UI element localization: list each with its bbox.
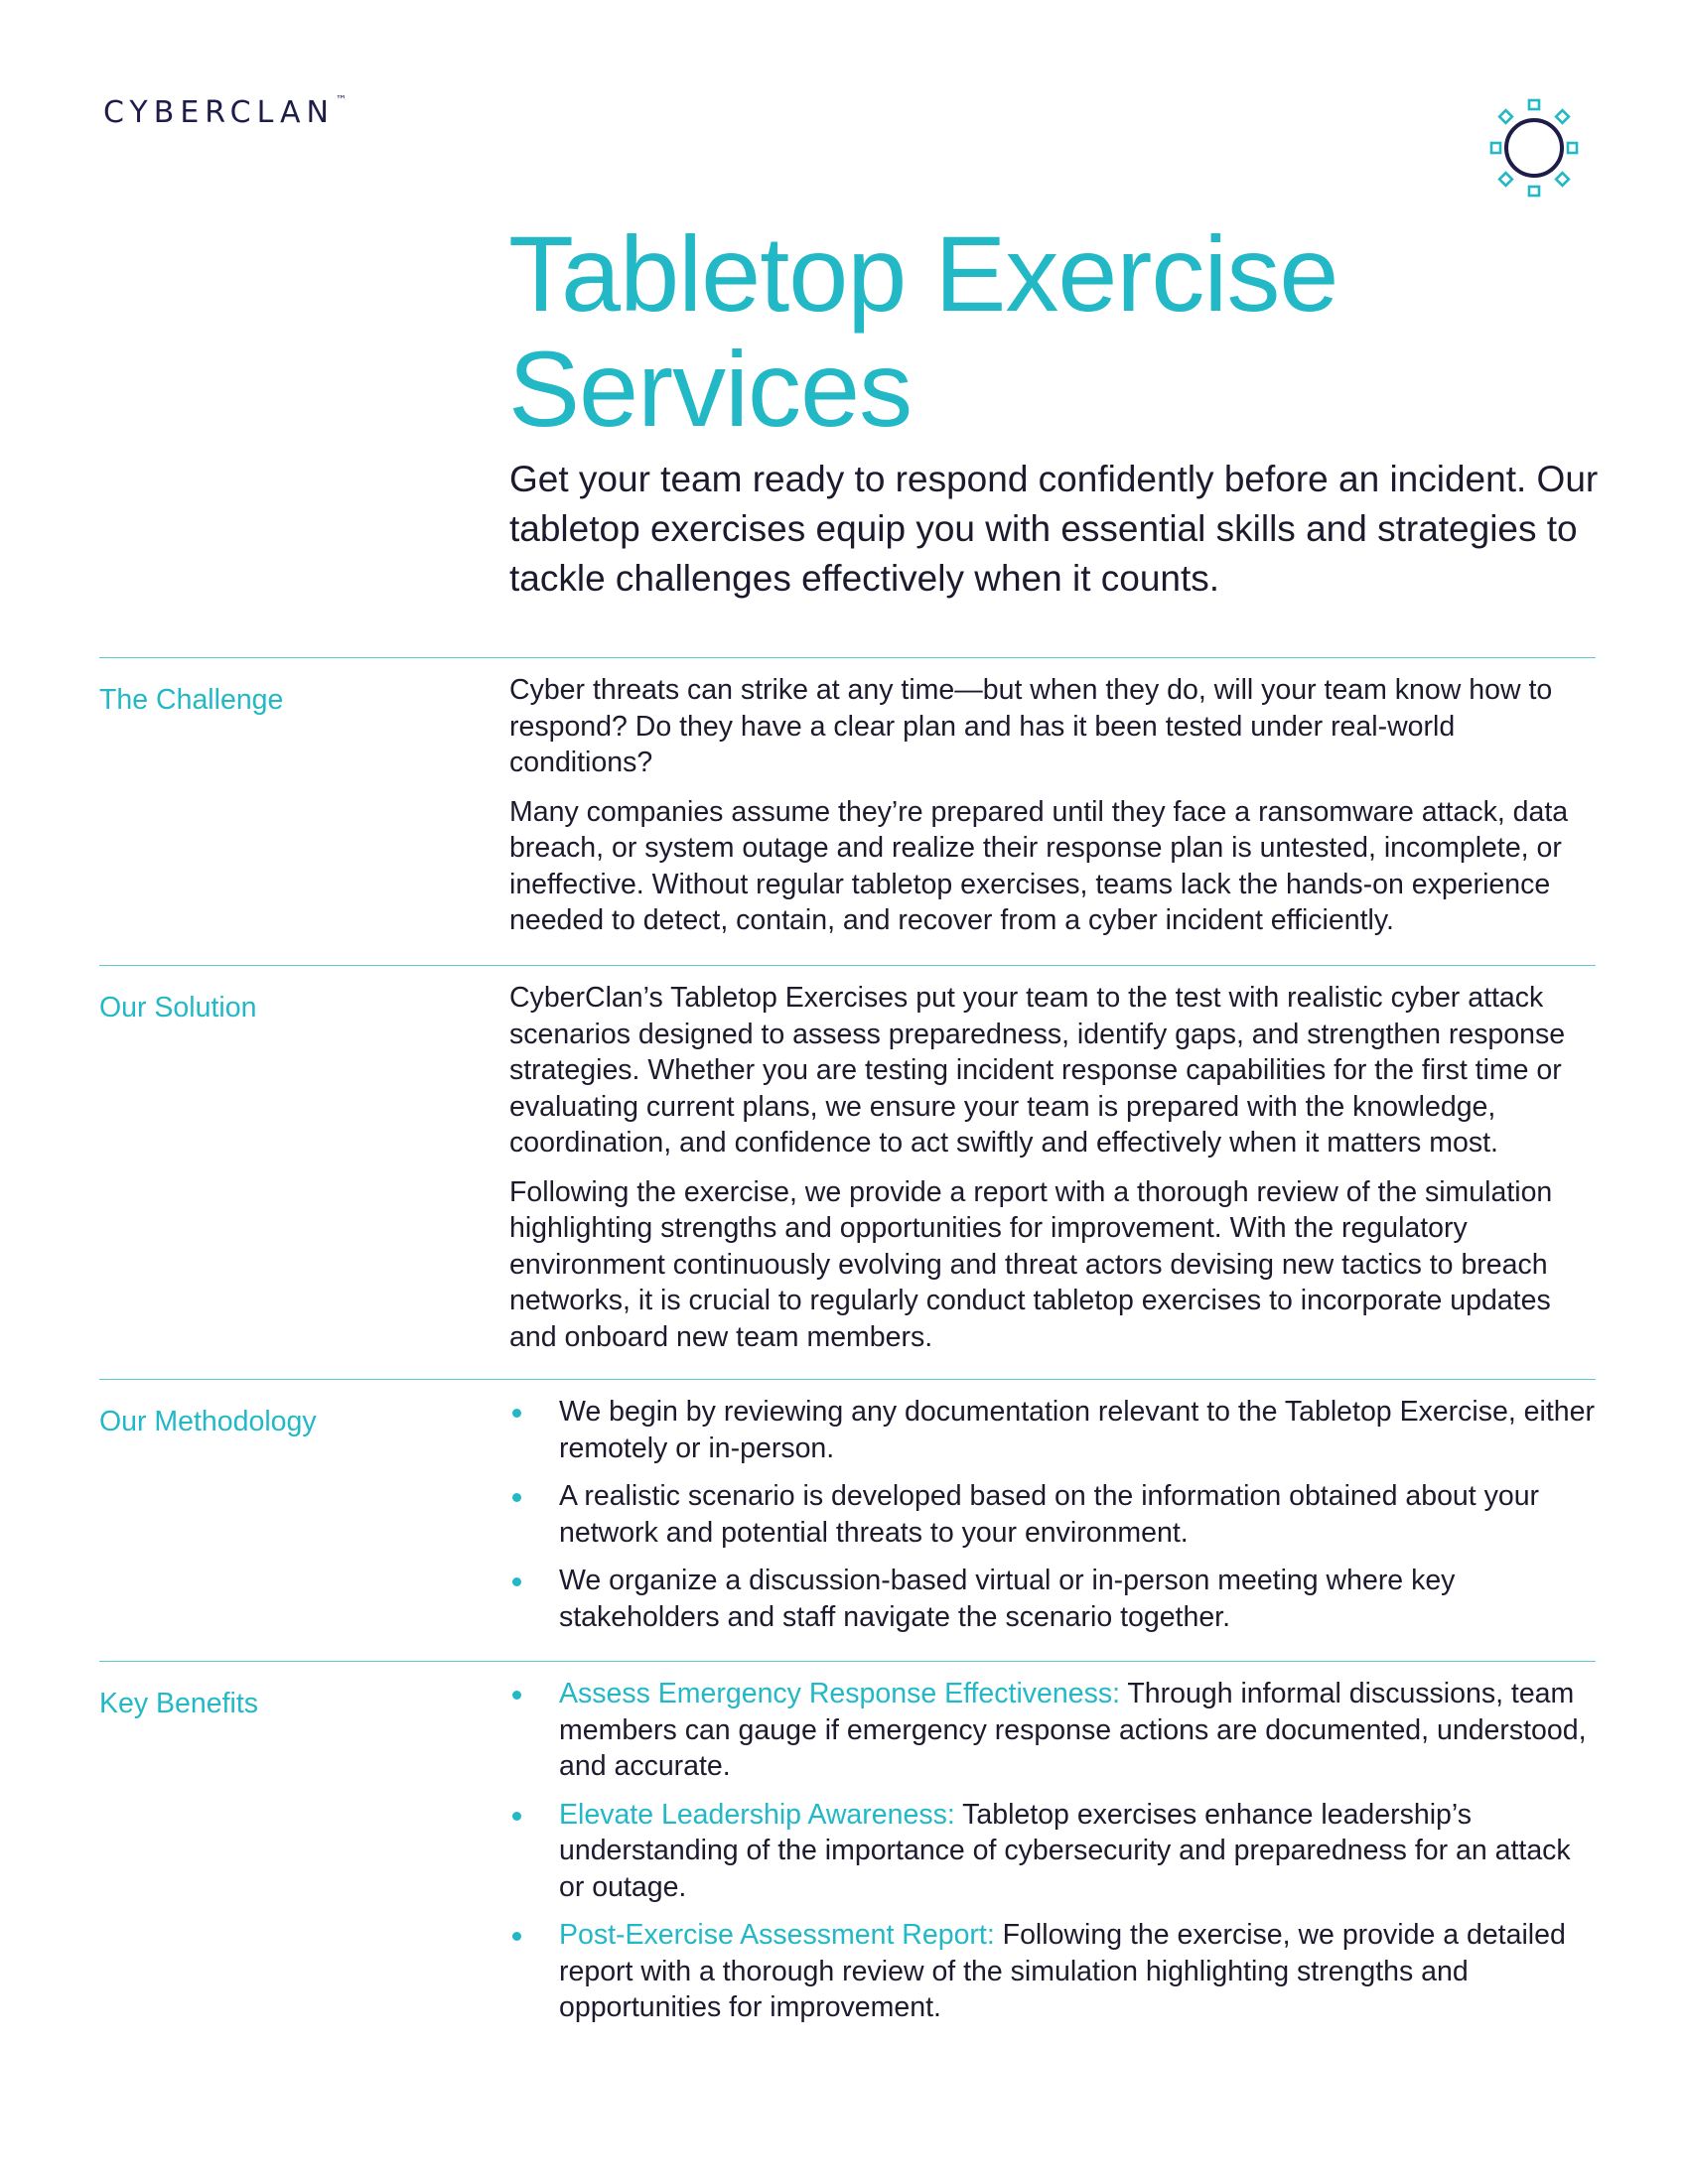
section-body-methodology: [509, 1394, 1602, 1647]
section-benefits: [99, 1661, 1596, 2059]
list-item: [509, 1676, 1602, 1785]
benefit-text-1: Through informal discussions, team members can gauge if emergency response actions are documented, understood, and accurate.: [559, 1678, 1587, 1782]
section-label-challenge: The Challenge: [99, 684, 284, 716]
methodology-item-3: We organize a discussion-based virtual or in-person meeting where key stakeholders and staff navigate the scenario together.: [559, 1565, 1456, 1633]
bullet-icon: [512, 1932, 521, 1941]
title-line-1: Tabletop Exercise: [508, 213, 1338, 334]
section-body-solution: [509, 980, 1602, 1368]
section-label-solution: Our Solution: [99, 992, 257, 1024]
methodology-list: [509, 1394, 1602, 1635]
logo-trademark: ™: [335, 93, 347, 106]
intro-text: Get your team ready to respond confidently before an incident. Our tabletop exercises equip you with essential skills and strategies to tackle challenges effectively when it counts.: [509, 459, 1599, 599]
benefit-text-2: Tabletop exercises enhance leadership’s understanding of the importance of cybersecurity and preparedness for an attack or outage.: [559, 1798, 1571, 1903]
list-item: [509, 1563, 1602, 1635]
logo-text-cyber: CYBER: [103, 95, 230, 130]
bullet-icon: [512, 1812, 521, 1821]
section-label-benefits: Key Benefits: [99, 1688, 259, 1719]
section-label-methodology: Our Methodology: [99, 1406, 317, 1437]
title-line-2: Services: [508, 329, 913, 449]
section-body-benefits: [509, 1676, 1602, 2038]
benefit-title-3: Post-Exercise Assessment Report:: [559, 1919, 995, 1951]
section-challenge: [99, 657, 1596, 962]
methodology-item-1: We begin by reviewing any documentation relevant to the Tabletop Exercise, either remotely or in-person.: [559, 1396, 1595, 1464]
list-item: [509, 1917, 1602, 2026]
benefit-title-2: Elevate Leadership Awareness:: [559, 1798, 955, 1831]
benefits-list: [509, 1676, 1602, 2026]
bullet-icon: [512, 1493, 521, 1502]
methodology-item-2: A realistic scenario is developed based on the information obtained about your network and potential threats to your environment.: [559, 1480, 1540, 1549]
benefit-text-3: Following the exercise, we provide a detailed report with a thorough review of the simulation highlighting strengths and opportunities for improvement.: [559, 1919, 1566, 2023]
benefit-title-1: Assess Emergency Response Effectiveness:: [559, 1678, 1120, 1709]
solution-paragraph-2: Following the exercise, we provide a report with a thorough review of the simulation highlighting strengths and opportunities for improvement. With the regulatory environment continuously evolving and threat actors devising new tactics to breach networks, it is crucial to regularly conduct tabletop exercises to incorporate updates and onboard new team members.: [509, 1175, 1553, 1353]
cyberclan-logo: [103, 95, 347, 130]
page-title: [508, 213, 1601, 449]
bullet-icon: [512, 1577, 521, 1586]
logo-text-clan: CLAN: [229, 95, 335, 130]
section-body-challenge: [509, 672, 1602, 952]
section-solution: [99, 965, 1596, 1373]
bullet-icon: [512, 1691, 521, 1700]
list-item: [509, 1478, 1602, 1551]
list-item: [509, 1394, 1602, 1466]
ring-emblem-icon: [1489, 97, 1579, 199]
list-item: [509, 1797, 1602, 1906]
challenge-paragraph-2: Many companies assume they’re prepared until they face a ransomware attack, data breach, or system outage and realize their response plan is untested, incomplete, or ineffective. Without regular tabletop exercises, teams lack the hands-on experience needed to detect, contain, and recover from a cyber incident efficiently.: [509, 795, 1569, 936]
bullet-icon: [512, 1409, 521, 1418]
challenge-paragraph-1: Cyber threats can strike at any time—but when they do, will your team know how to respond? Do they have a clear plan and has it been tested under real-world conditions?: [509, 674, 1553, 778]
section-methodology: [99, 1379, 1596, 1660]
solution-paragraph-1: CyberClan’s Tabletop Exercises put your team to the test with realistic cyber attack scenarios designed to assess preparedness, identify gaps, and strengthen response strategies. Whether you are testing incident response capabilities for the first time or evaluating current plans, we ensure your team is prepared with the knowledge, coordination, and confidence to act swiftly and effectively when it matters most.: [509, 982, 1566, 1159]
